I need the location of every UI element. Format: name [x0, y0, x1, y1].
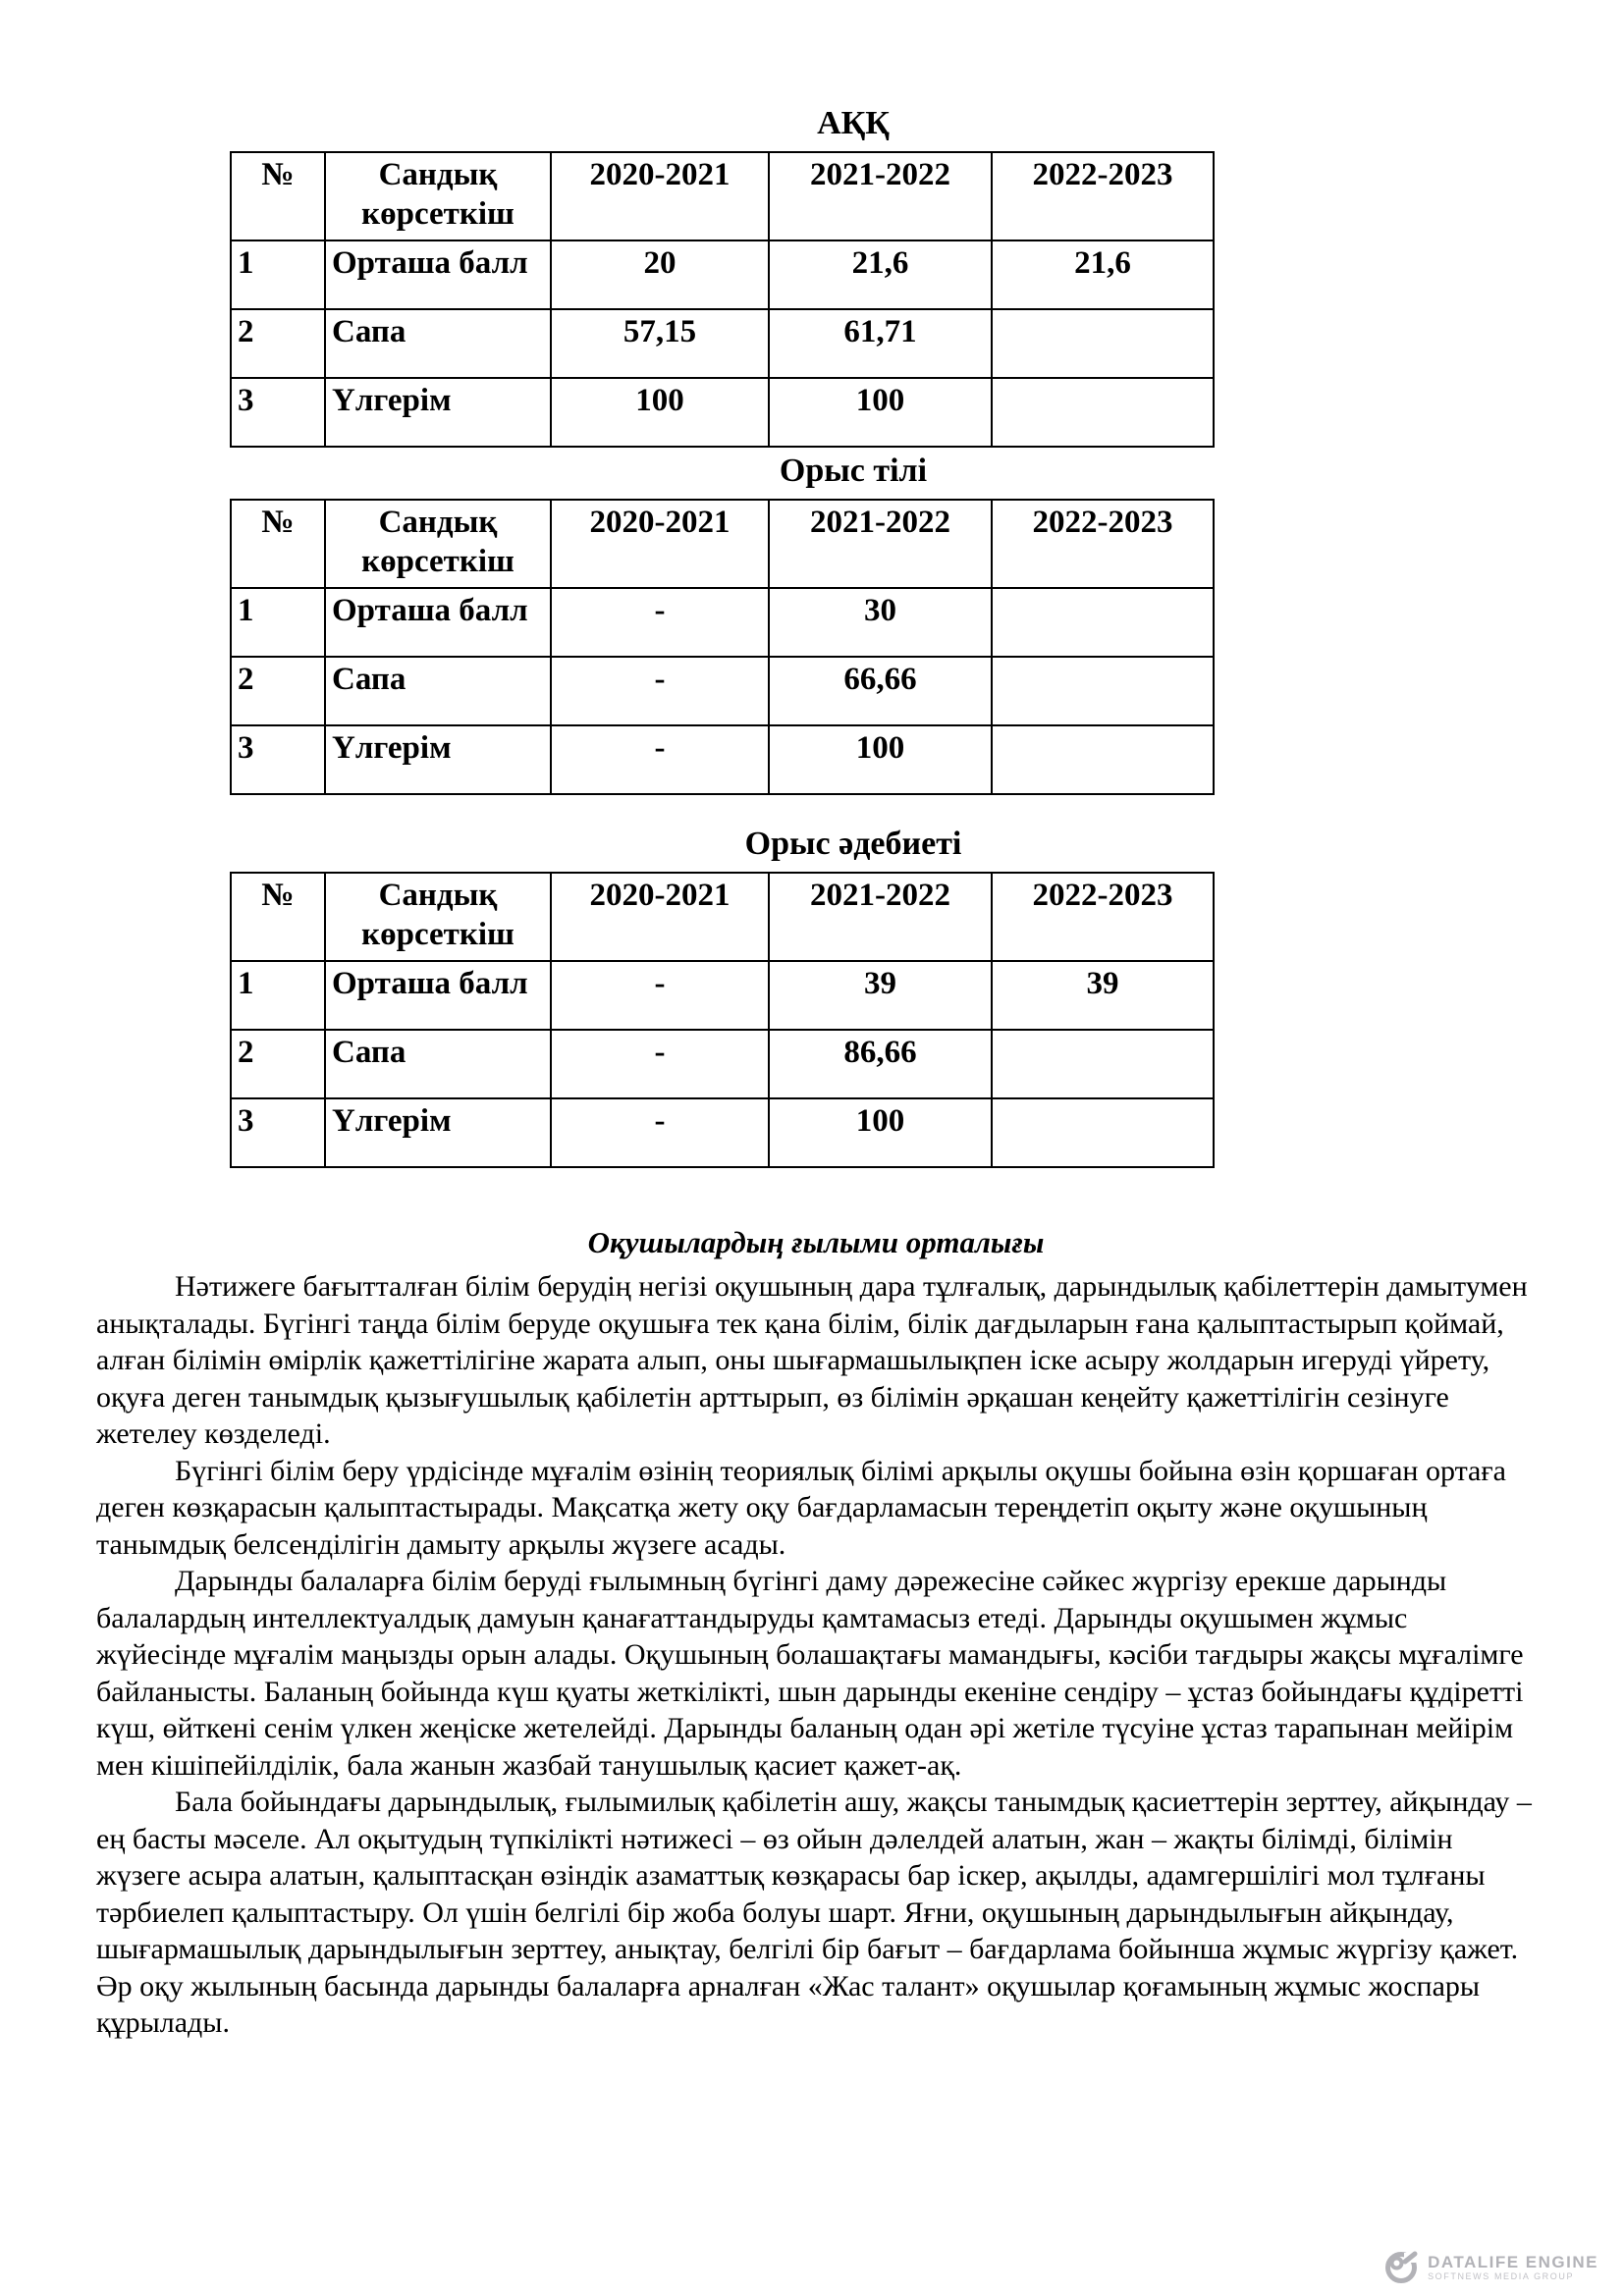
table-row [231, 657, 1214, 725]
header-row [231, 873, 1214, 961]
article-paragraph-2: Бүгінгі білім беру үрдісінде мұғалім өзінің теориялық білімі арқылы оқушы бойына өзін қоршаған ортаға деген көзқарасын қалыптастырады. Мақсатқа жету оқу бағдарламасын тереңдетіп оқыту және оқушының танымдық белсенділігін дамыту арқылы жүзеге асады. [96, 1454, 1506, 1561]
table-cell: 30 [769, 588, 992, 657]
table-cell: 1 [231, 961, 325, 1030]
table-cell: - [551, 1098, 769, 1167]
table-cell: Орташа балл [325, 961, 551, 1030]
table-cell: 100 [769, 1098, 992, 1167]
table-cell: Сапа [325, 657, 551, 725]
table-cell: 3 [231, 378, 325, 447]
column-header: № [231, 500, 325, 588]
table-cell: Үлгерім [325, 725, 551, 794]
table-cell [992, 309, 1214, 378]
table-row [231, 309, 1214, 378]
datalife-logo-icon [1382, 2249, 1420, 2286]
column-header: 2022-2023 [992, 152, 1214, 240]
table-cell: 2 [231, 309, 325, 378]
column-header: 2021-2022 [769, 873, 992, 961]
column-header: № [231, 152, 325, 240]
table-cell [992, 378, 1214, 447]
table-cell [992, 725, 1214, 794]
table-cell: 1 [231, 240, 325, 309]
table-cell: Үлгерім [325, 1098, 551, 1167]
article-paragraph-1: Нәтижеге бағытталған білім берудің негізі оқушының дара тұлғалық, дарындылық қабілеттерін дамытумен анықталады. Бүгінгі таңда білім беруде оқушыға тек қана білім, білік дағдыларын ғана қалыптастырып қоймай, алған білімін өмірлік қажеттілігіне жарата алып, оны шығармашылықпен іске асыру жолдарын игеруді үйрету, оқуға деген танымдық қызығушылық қабілетін арттырып, өз білімін әрқашан кеңейту қажеттілігін сезінуге жетелеу көзделеді. [96, 1270, 1528, 1450]
header-row [231, 152, 1214, 240]
table-row [231, 1030, 1214, 1098]
table-cell: - [551, 725, 769, 794]
table-cell: Орташа балл [325, 588, 551, 657]
table-cell: 2 [231, 1030, 325, 1098]
column-header: 2021-2022 [769, 500, 992, 588]
table-cell: 57,15 [551, 309, 769, 378]
table-cell: 100 [551, 378, 769, 447]
table-cell: 1 [231, 588, 325, 657]
table-cell: 20 [551, 240, 769, 309]
column-header: № [231, 873, 325, 961]
table-cell: 2 [231, 657, 325, 725]
score-table-akk [230, 151, 1215, 448]
column-header: 2021-2022 [769, 152, 992, 240]
table-row [231, 588, 1214, 657]
table-title-akk: АҚҚ [817, 105, 890, 141]
table-cell: 39 [992, 961, 1214, 1030]
table-cell: 39 [769, 961, 992, 1030]
watermark-title: DATALIFE ENGINE [1428, 2252, 1598, 2271]
column-header: 2022-2023 [992, 500, 1214, 588]
table-cell: Үлгерім [325, 378, 551, 447]
watermark-text [1428, 2254, 1598, 2282]
table-cell: 86,66 [769, 1030, 992, 1098]
article [96, 1223, 1536, 2042]
table-cell: - [551, 657, 769, 725]
table-cell: 66,66 [769, 657, 992, 725]
article-heading: Оқушылардың ғылыми орталығы [587, 1225, 1045, 1259]
table-title-orys-tili: Орыс тілі [779, 453, 928, 489]
table-row [231, 725, 1214, 794]
table-row [231, 240, 1214, 309]
table-cell: - [551, 961, 769, 1030]
table-title-orys-adebieti: Орыс әдебиеті [744, 826, 962, 862]
table-row [231, 961, 1214, 1030]
table-section-akk [0, 102, 1624, 448]
table-cell: 3 [231, 725, 325, 794]
table-cell: 100 [769, 725, 992, 794]
table-cell: - [551, 588, 769, 657]
column-header: Сандық көрсеткіш [325, 152, 551, 240]
table-section-orys-adebieti [0, 823, 1624, 1168]
column-header: 2022-2023 [992, 873, 1214, 961]
table-cell: Сапа [325, 1030, 551, 1098]
table-cell: 21,6 [769, 240, 992, 309]
column-header: 2020-2021 [551, 152, 769, 240]
article-paragraph-4: Бала бойындағы дарындылық, ғылымилық қабілетін ашу, жақсы танымдық қасиеттерін зерттеу, айқындау – ең басты мәселе. Ал оқытудың түпкілікті нәтижесі – өз ойын дәлелдей алатын, жан – жақты білімді, білімін жүзеге асыра алатын, қалыптасқан өзіндік азаматтық көзқарасы бар іскер, ақылды, адамгершілігі мол тұлғаны тәрбиелеп қалыптастыру. Ол үшін белгілі бір жоба болуы шарт. Яғни, оқушының дарындылығын айқындау, шығармашылық дарындылығын зерттеу, анықтау, белгілі бір бағыт – бағдарлама бойынша жұмыс жүргізу қажет. Әр оқу жылының басында дарынды балаларға арналған «Жас талант» оқушылар қоғамының жұмыс жоспары құрылады. [96, 1786, 1532, 2039]
column-header: Сандық көрсеткіш [325, 873, 551, 961]
column-header: 2020-2021 [551, 873, 769, 961]
table-cell [992, 1030, 1214, 1098]
table-cell: Сапа [325, 309, 551, 378]
header-row [231, 500, 1214, 588]
watermark-subtitle: SOFTNEWS MEDIA GROUP [1428, 2270, 1575, 2281]
table-cell [992, 657, 1214, 725]
table-cell [992, 1098, 1214, 1167]
column-header: 2020-2021 [551, 500, 769, 588]
table-section-orys-tili [0, 450, 1624, 795]
table-cell: - [551, 1030, 769, 1098]
datalife-engine-watermark [1382, 2249, 1598, 2286]
score-table-orys-tili [230, 499, 1215, 795]
score-table-orys-adebieti [230, 872, 1215, 1168]
table-cell: 61,71 [769, 309, 992, 378]
table-cell [992, 588, 1214, 657]
table-cell: Орташа балл [325, 240, 551, 309]
table-cell: 100 [769, 378, 992, 447]
table-cell: 21,6 [992, 240, 1214, 309]
table-cell: 3 [231, 1098, 325, 1167]
table-row [231, 378, 1214, 447]
column-header: Сандық көрсеткіш [325, 500, 551, 588]
article-paragraph-3: Дарынды балаларға білім беруді ғылымның бүгінгі даму дәрежесіне сәйкес жүргізу ерекше дарынды балалардың интеллектуалдық дамуын қанағаттандыруды қамтамасыз етеді. Дарынды оқушымен жұмыс жүйесінде мұғалім маңызды орын алады. Оқушының болашақтағы мамандығы, кәсіби тағдыры жақсы мұғалімге байланысты. Баланың бойында күш қуаты жеткілікті, шын дарынды екеніне сендіру – ұстаз бойындағы құдіретті күш, өйткені сенім үлкен жеңіске жетелейді. Дарынды баланың одан әрі жетіле түсуіне ұстаз тарапынан мейірім мен кішіпейілділік, бала жанын жазбай танушылық қасиет қажет-ақ. [96, 1565, 1524, 1782]
table-row [231, 1098, 1214, 1167]
